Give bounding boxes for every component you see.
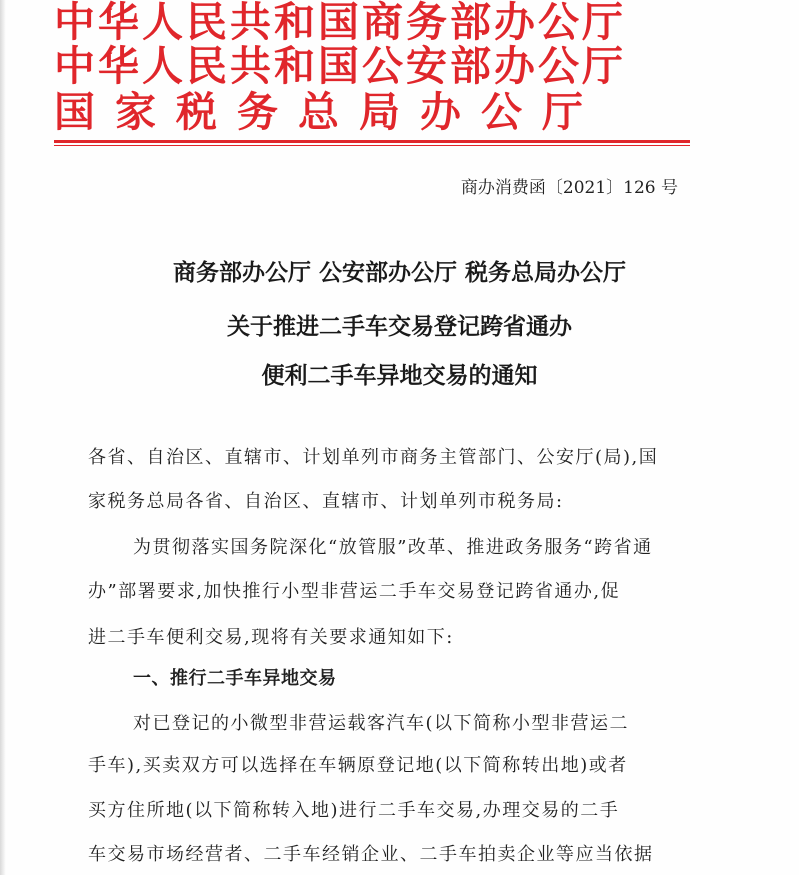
red-separator-thin bbox=[54, 145, 690, 146]
section1-line-3: 买方住所地(以下简称转入地)进行二手车交易,办理交易的二手 bbox=[88, 800, 620, 821]
document-number: 商办消费函〔2021〕126 号 bbox=[460, 178, 678, 198]
section-heading-1: 一、推行二手车异地交易 bbox=[133, 668, 337, 689]
title-line-2: 关于推进二手车交易登记跨省通办 bbox=[227, 314, 572, 340]
intro-line-3: 进二手车便利交易,现将有关要求通知如下: bbox=[88, 627, 454, 648]
intro-line-1: 为贯彻落实国务院深化“放管服”改革、推进政务服务“跨省通 bbox=[133, 537, 653, 558]
section1-line-2: 手车),买卖双方可以选择在车辆原登记地(以下简称转出地)或者 bbox=[88, 755, 628, 776]
red-separator-thick bbox=[54, 140, 690, 143]
issuer-line-public-security: 中华人民共和国公安部办公厅 bbox=[54, 42, 626, 90]
issuer-line-taxation: 国家税务总局办公厅 bbox=[54, 88, 603, 136]
addressee-line-1: 各省、自治区、直辖市、计划单列市商务主管部门、公安厅(局),国 bbox=[88, 447, 659, 468]
addressee-line-2: 家税务总局各省、自治区、直辖市、计划单列市税务局: bbox=[88, 491, 564, 512]
title-line-3: 便利二手车异地交易的通知 bbox=[261, 363, 538, 389]
section1-line-4: 车交易市场经营者、二手车经销企业、二手车拍卖企业等应当依据 bbox=[88, 844, 654, 865]
intro-line-2: 办”部署要求,加快推行小型非营运二手车交易登记跨省通办,促 bbox=[88, 581, 621, 602]
page-edge-shadow bbox=[0, 0, 6, 875]
issuer-line-commerce: 中华人民共和国商务部办公厅 bbox=[54, 0, 626, 46]
title-line-1: 商务部办公厅 公安部办公厅 税务总局办公厅 bbox=[172, 260, 626, 286]
section1-line-1: 对已登记的小微型非营运载客汽车(以下简称小型非营运二 bbox=[133, 713, 630, 734]
